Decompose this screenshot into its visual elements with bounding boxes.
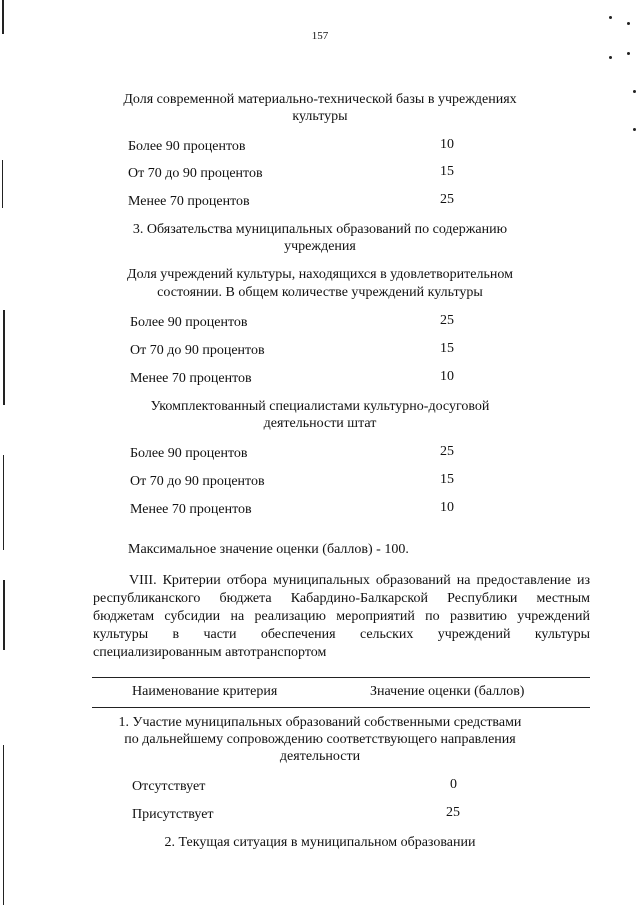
- scan-edge-mark: [3, 745, 4, 905]
- block-heading-line: Укомплектованный специалистами культурно-досуговой: [150, 399, 490, 414]
- table-header-score: Значение оценки (баллов): [370, 684, 525, 699]
- criterion-label: Более 90 процентов: [130, 446, 248, 461]
- max-score-note: Максимальное значение оценки (баллов) - 100.: [128, 542, 409, 557]
- scan-edge-mark: [3, 580, 5, 650]
- criterion-value: 10: [440, 369, 454, 384]
- scan-edge-mark: [2, 0, 4, 34]
- criterion-value: 0: [450, 777, 457, 792]
- criterion-label: Более 90 процентов: [128, 139, 246, 154]
- criterion-label: От 70 до 90 процентов: [130, 474, 265, 489]
- criterion-value: 25: [440, 192, 454, 207]
- criterion-value: 15: [440, 472, 454, 487]
- criterion-label: Менее 70 процентов: [130, 502, 252, 517]
- scan-edge-mark: [3, 455, 4, 550]
- table-header-rule: [92, 707, 590, 708]
- scan-speck: [633, 128, 636, 131]
- scan-speck: [609, 16, 612, 19]
- scan-speck: [609, 56, 612, 59]
- criterion-title-line: по дальнейшему сопровождению соответствующего направления: [124, 732, 516, 747]
- block-heading-line: состоянии. В общем количестве учреждений культуры: [157, 285, 483, 300]
- criterion-value: 15: [440, 164, 454, 179]
- criterion-value: 10: [440, 500, 454, 515]
- table-header-criterion: Наименование критерия: [132, 684, 278, 699]
- criterion-value: 15: [440, 341, 454, 356]
- section-title-line: 3. Обязательства муниципальных образований по содержанию: [132, 222, 508, 237]
- block-heading-line: Доля учреждений культуры, находящихся в удовлетворительном: [127, 267, 513, 282]
- section-title-line: учреждения: [284, 239, 356, 254]
- scan-speck: [627, 52, 630, 55]
- criterion-title-line: 1. Участие муниципальных образований собственными средствами: [118, 715, 522, 730]
- scan-edge-mark: [2, 160, 3, 208]
- criterion-label: Более 90 процентов: [130, 315, 248, 330]
- criterion-label: От 70 до 90 процентов: [130, 343, 265, 358]
- block-heading-line: культуры: [292, 109, 348, 124]
- criterion-label: Менее 70 процентов: [130, 371, 252, 386]
- scan-edge-mark: [3, 310, 5, 405]
- criterion-value: 25: [440, 313, 454, 328]
- criterion-label: Отсутствует: [132, 779, 206, 794]
- criterion-value: 10: [440, 137, 454, 152]
- criterion-title-line: деятельности: [279, 749, 361, 764]
- table-top-rule: [92, 677, 590, 678]
- section-viii-paragraph: VIII. Критерии отбора муниципальных образований на предоставление из республиканского бюджета Кабардино-Балкарской Республики местным бюджетам субсидии на реализацию мероприятий по развитию учреждений культуры в части обеспечения сельских учреждений культуры специализированным автотранспортом: [93, 573, 590, 660]
- criterion-label: Присутствует: [132, 807, 214, 822]
- criterion-label: От 70 до 90 процентов: [128, 166, 263, 181]
- scan-speck: [627, 22, 630, 25]
- criterion-value: 25: [440, 444, 454, 459]
- criterion-current-situation-title: 2. Текущая ситуация в муниципальном образовании: [164, 835, 476, 850]
- criterion-label: Менее 70 процентов: [128, 194, 250, 209]
- block-heading-line: деятельности штат: [263, 416, 377, 431]
- criterion-value: 25: [446, 805, 460, 820]
- page-number: 157: [311, 30, 329, 42]
- block-heading-line: Доля современной материально-технической базы в учреждениях: [123, 92, 517, 107]
